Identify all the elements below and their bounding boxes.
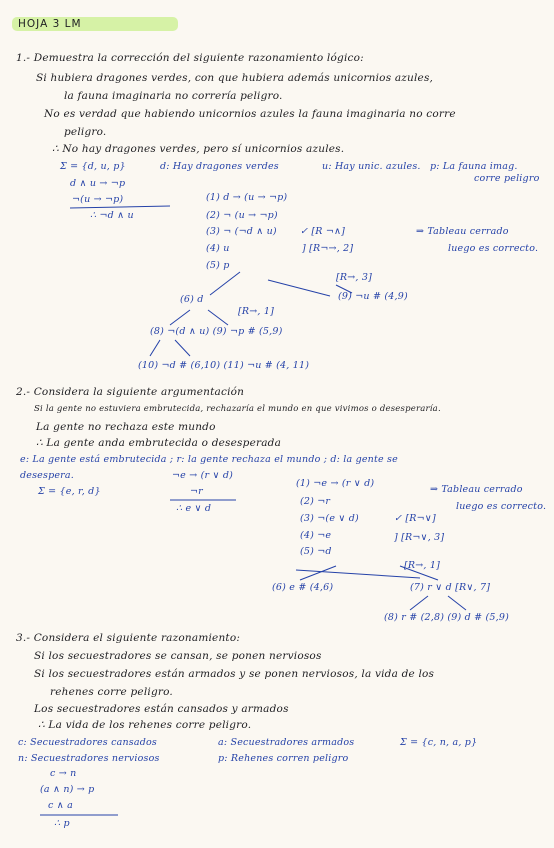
ex2-conclusion: ∴ La gente anda embrutecida o desesperada (36, 437, 282, 449)
ex2-tab-1: (1) ¬e → (r ∨ d) (296, 478, 375, 489)
ex3-legend-a: a: Secuestradores armados (218, 737, 355, 748)
ex1-formula1: d ∧ u → ¬p (70, 178, 126, 189)
ex3-premise3: Los secuestradores están cansados y armados (34, 703, 289, 715)
ex3-legend-n: n: Secuestradores nerviosos (18, 753, 160, 764)
ex3-formula2: (a ∧ n) → p (40, 784, 95, 795)
ex1-node-10-11: (10) ¬d # (6,10) (11) ¬u # (4, 11) (138, 360, 310, 371)
ex2-tab-5: (5) ¬d (300, 546, 332, 557)
ex1-branch-8-left (150, 340, 160, 356)
ex2-branch-rule-1: [R→, 1] (404, 560, 441, 571)
ex1-premise2b: peligro. (64, 126, 107, 138)
ex3-legend-c: c: Secuestradores cansados (18, 737, 158, 748)
ex1-branch-6-right (208, 310, 228, 325)
ex2-node-8-9: (8) r # (2,8) (9) d # (5,9) (384, 612, 510, 623)
ex2-sigma: Σ = {e, r, d} (38, 486, 101, 497)
ex2-tab-4: (4) ¬e (300, 530, 332, 541)
ex3-formula3: c ∧ a (48, 800, 73, 811)
page-title: HOJA 3 LM (18, 18, 82, 30)
ex1-legend-p1: p: La fauna imag. (430, 161, 518, 172)
ex3-premise2b: rehenes corre peligro. (50, 686, 173, 698)
ex1-tab-4: (4) u (206, 243, 230, 254)
ex1-branch-left (210, 272, 240, 295)
ex1-branch-6-left (170, 310, 190, 325)
ex2-formula2: ¬r (190, 486, 203, 497)
ex2-branch-7-left (410, 596, 428, 610)
ex1-note-correct: luego es correcto. (448, 243, 539, 254)
ex2-tab-3-rule: ✓ [R¬∨] (394, 513, 436, 524)
ex1-legend-p2: corre peligro (474, 173, 540, 184)
ex3-premise2a: Si los secuestradores están armados y se ponen nerviosos, la vida de los (34, 668, 435, 680)
ex2-formula-concl: ∴ e ∨ d (176, 503, 212, 514)
ex3-sigma: Σ = {c, n, a, p} (400, 737, 478, 748)
ex1-tab-2: (2) ¬ (u → ¬p) (206, 210, 278, 221)
ex1-tab-1: (1) d → (u → ¬p) (206, 192, 288, 203)
ex2-node-6: (6) e # (4,6) (272, 582, 334, 593)
ex1-formula2: ¬(u → ¬p) (72, 194, 124, 205)
ex1-node-6: (6) d (180, 294, 204, 305)
ex1-legend-u: u: Hay unic. azules. (322, 161, 421, 172)
ex3-conclusion: ∴ La vida de los rehenes corre peligro. (38, 719, 252, 731)
ex1-node-8-9: (8) ¬(d ∧ u) (9) ¬p # (5,9) (150, 326, 283, 337)
ex1-premise2a: No es verdad que habiendo unicornios azules la fauna imaginaria no corre (44, 108, 456, 120)
ex2-node-7: (7) r ∨ d [R∨, 7] (410, 582, 491, 593)
ex2-branch-7-right (448, 596, 466, 610)
ex3-formula-concl: ∴ p (54, 818, 70, 829)
ex2-tab-3: (3) ¬(e ∨ d) (300, 513, 359, 524)
ex1-premise1a: Si hubiera dragones verdes, con que hubiera además unicornios azules, (36, 72, 434, 84)
ex3-formula1: c → n (50, 768, 77, 779)
ex1-tab-3: (3) ¬ (¬d ∧ u) (206, 226, 277, 237)
ex1-tab-5: (5) p (206, 260, 230, 271)
ex1-sigma: Σ = {d, u, p} (60, 161, 126, 172)
ex2-branch-left (300, 566, 336, 580)
ex2-formula1: ¬e → (r ∨ d) (172, 470, 234, 481)
ex1-node-9: (9) ¬u # (4,9) (338, 291, 408, 302)
ex2-legend1: e: La gente está embrutecida ; r: la gente rechaza el mundo ; d: la gente se (20, 454, 398, 465)
ex1-title: 1.- Demuestra la corrección del siguiente razonamiento lógico: (16, 52, 364, 64)
ex1-premise1b: la fauna imaginaria no correría peligro. (64, 90, 283, 102)
ex2-legend2: desespera. (20, 470, 75, 481)
ex1-conclusion: ∴ No hay dragones verdes, pero sí unicornios azules. (52, 143, 345, 155)
ex3-legend-p: p: Rehenes corren peligro (218, 753, 349, 764)
ex1-formula-concl: ∴ ¬d ∧ u (90, 210, 134, 221)
ex1-branch-rule-1: [R→, 1] (238, 306, 275, 317)
ex1-tab-3-rule: ✓ [R ¬∧] (300, 226, 346, 237)
ex2-tab-45-rule: ] [R¬∨, 3] (394, 532, 445, 543)
ex1-note-closed: ⇒ Tableau cerrado (416, 226, 509, 237)
ex2-note-correct: luego es correcto. (456, 501, 547, 512)
ex1-legend-d: d: Hay dragones verdes (160, 161, 279, 172)
ex1-premise-rule (70, 206, 170, 208)
ex3-title: 3.- Considera el siguiente razonamiento: (16, 632, 241, 644)
ex2-premise2: La gente no rechaza este mundo (36, 421, 216, 433)
ex1-branch-rule-3: [R→, 3] (336, 272, 373, 283)
ex2-note-closed: ⇒ Tableau cerrado (430, 484, 523, 495)
ex1-root-divider (268, 280, 330, 296)
ex2-tab-2: (2) ¬r (300, 496, 331, 507)
ex1-tab-45-rule: ] [R¬→, 2] (302, 243, 354, 254)
ex3-premise1: Si los secuestradores se cansan, se ponen nerviosos (34, 650, 322, 662)
ex1-branch-8-right (175, 340, 190, 356)
ex2-premise1: Si la gente no estuviera embrutecida, rechazaría el mundo en que vivimos o desesperaría. (34, 404, 441, 414)
ex2-title: 2.- Considera la siguiente argumentación (16, 386, 245, 398)
